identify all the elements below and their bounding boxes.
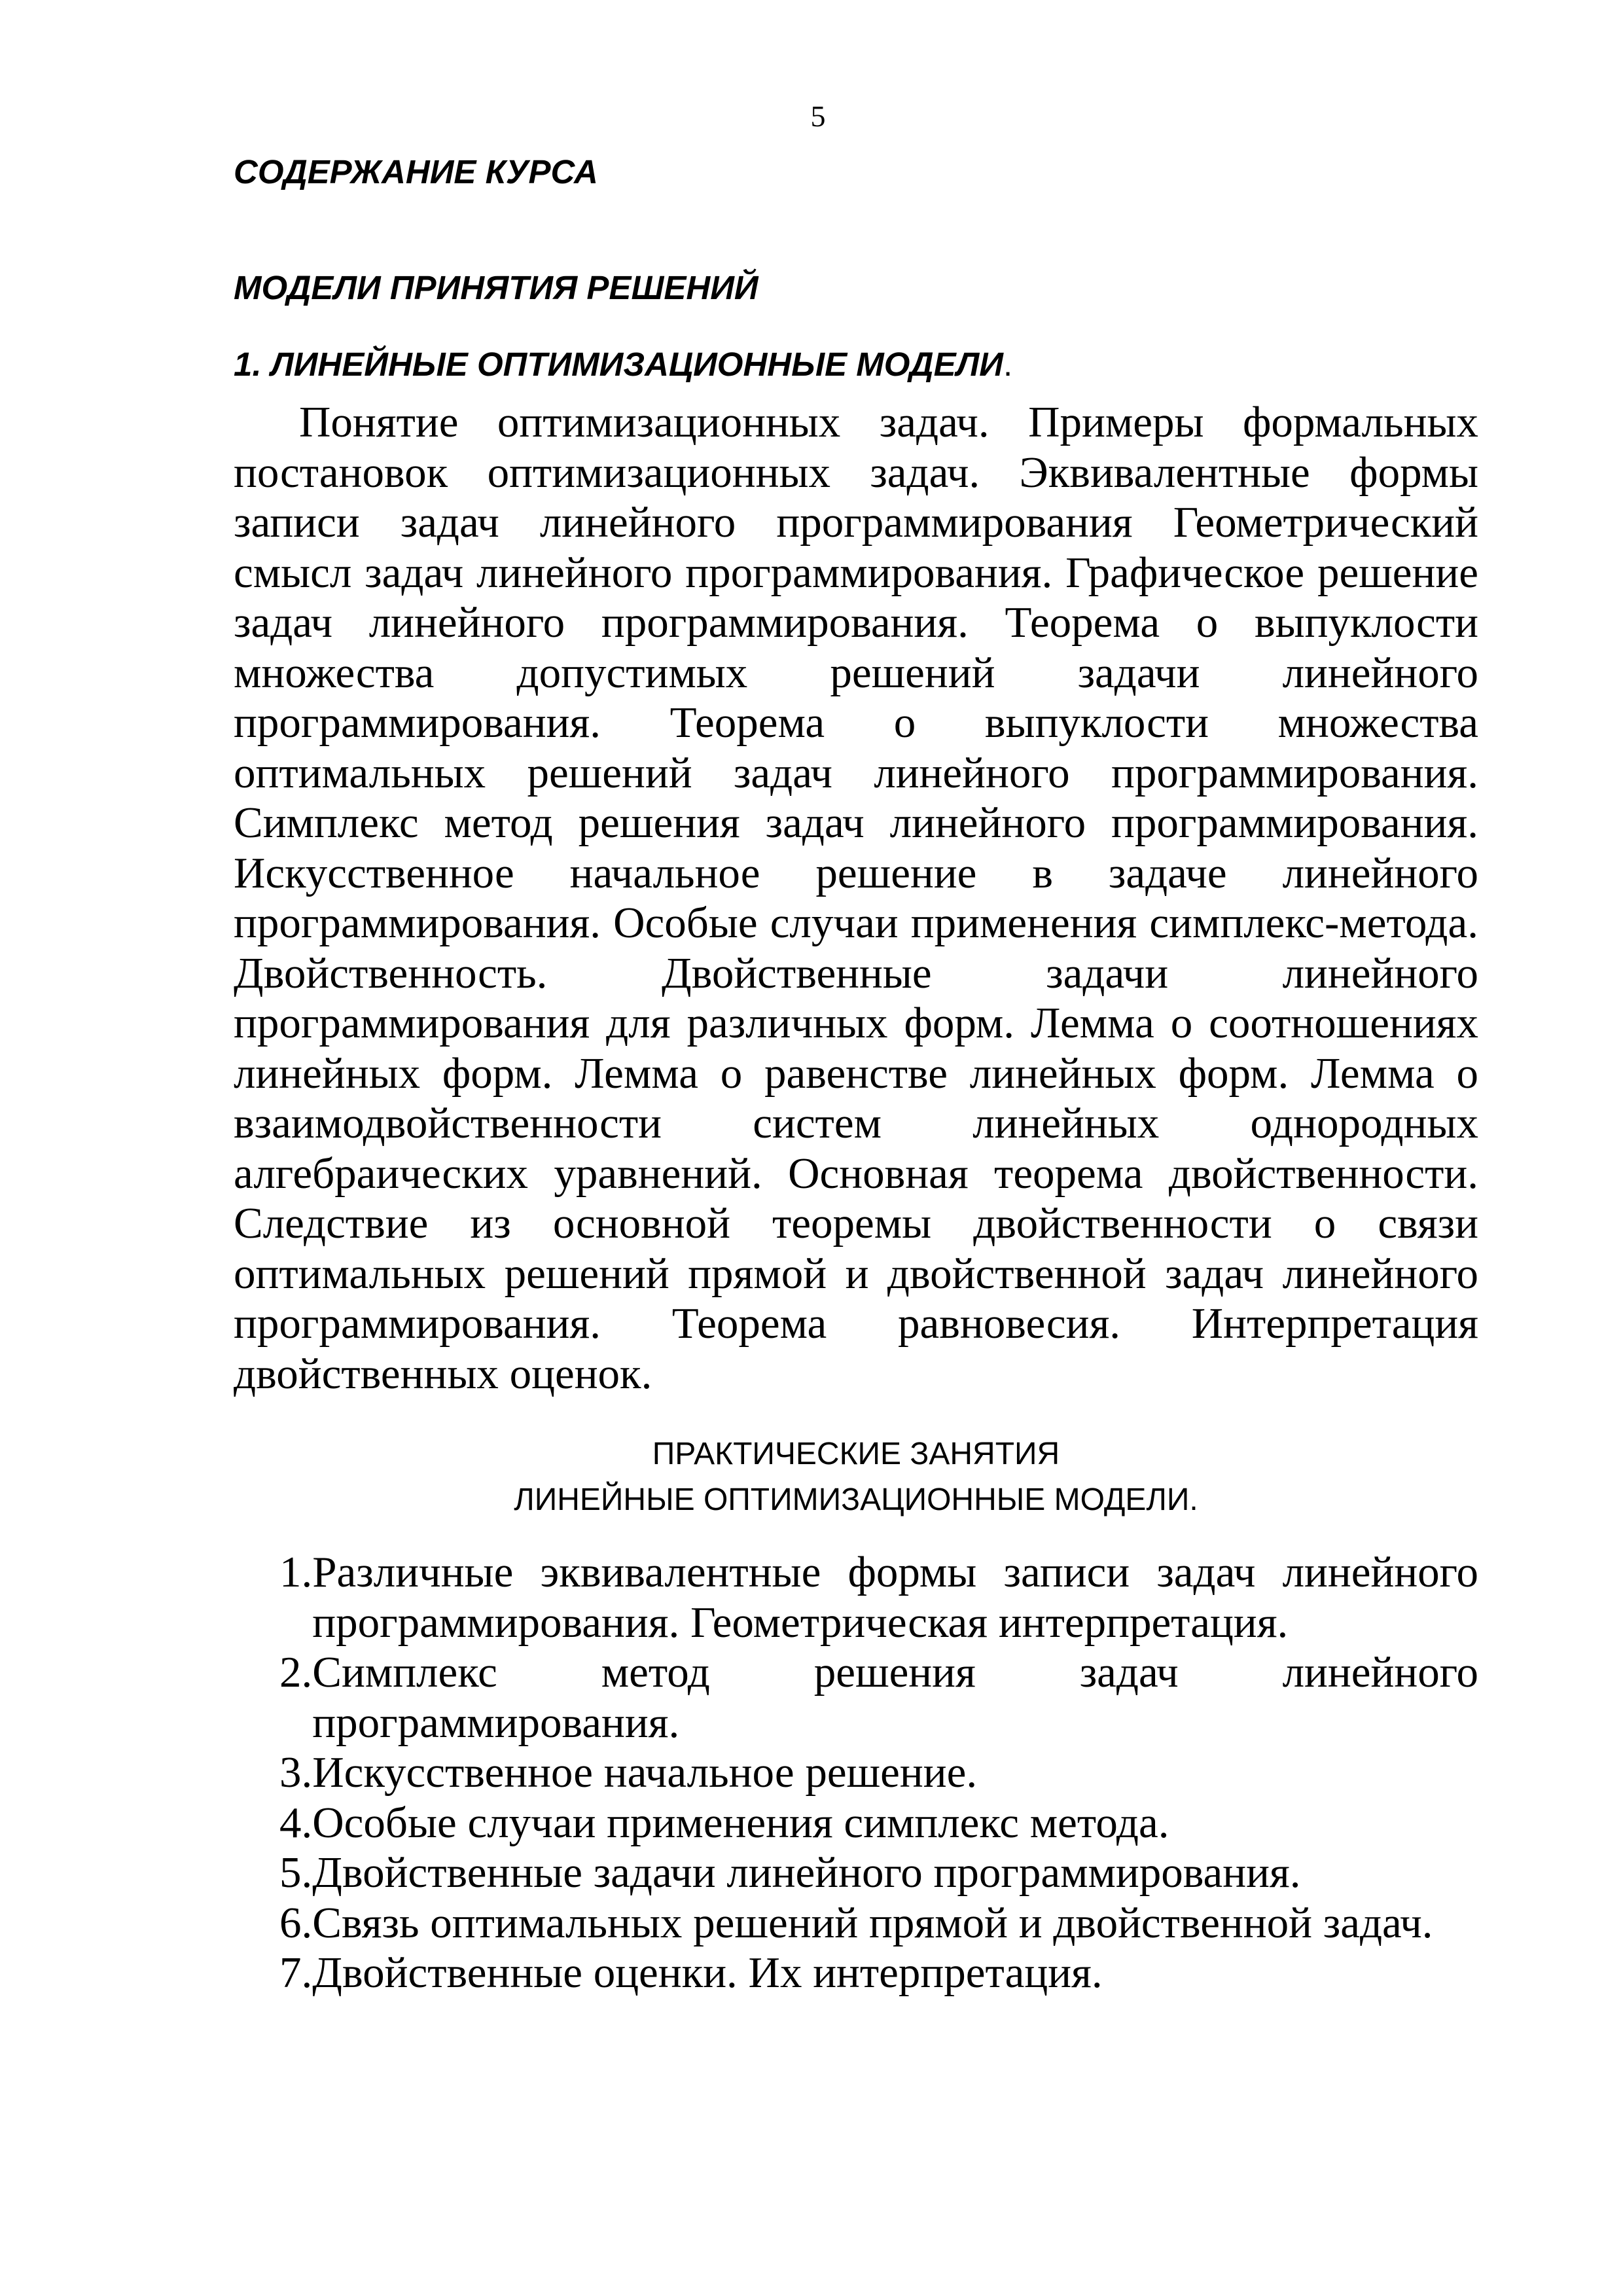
practice-list — [279, 1547, 1478, 1998]
topic-heading-period: . — [1003, 346, 1013, 383]
practice-item — [279, 1798, 1478, 1848]
practice-item-number: 5. — [279, 1848, 313, 1897]
practice-item-number: 7. — [279, 1948, 313, 1997]
topic-heading-text: 1. ЛИНЕЙНЫЕ ОПТИМИЗАЦИОННЫЕ МОДЕЛИ — [234, 346, 1003, 383]
practice-subtitle: ЛИНЕЙНЫЕ ОПТИМИЗАЦИОННЫЕ МОДЕЛИ. — [514, 1482, 1198, 1517]
page-number: 5 — [810, 99, 826, 133]
section-heading: МОДЕЛИ ПРИНЯТИЯ РЕШЕНИЙ — [234, 269, 758, 306]
practice-item-text: Особые случаи применения симплекс метода. — [312, 1798, 1169, 1847]
topic-heading — [234, 345, 1012, 384]
course-content-heading: СОДЕРЖАНИЕ КУРСА — [234, 153, 598, 190]
practice-item — [279, 1748, 1478, 1798]
practice-item-number: 6. — [279, 1898, 313, 1947]
practice-item-text: Различные эквивалентные формы записи задач линейного программирования. Геометрическая интерпретация. — [312, 1548, 1478, 1647]
practice-item-text: Искусственное начальное решение. — [312, 1748, 978, 1797]
practice-item — [279, 1848, 1478, 1898]
practice-item-number: 4. — [279, 1798, 313, 1847]
practice-item-number: 3. — [279, 1748, 313, 1797]
practice-item — [279, 1547, 1478, 1647]
practice-item — [279, 1948, 1478, 1998]
practice-item — [279, 1898, 1478, 1948]
topic-description-paragraph: Понятие оптимизационных задач. Примеры формальных постановок оптимизационных задач. Эквивалентные формы записи задач линейного программирования Геометрический смысл задач линейного программирования. Графическое решение задач линейного программирования. Теорема о выпуклости множества допустимых решений задачи линейного программирования. Теорема о выпуклости множества оптимальных решений задач линейного программирования. Симплекс метод решения задач линейного программирования. Искусственное начальное решение в задаче линейного программирования. Особые случаи применения симплекс-метода. Двойственность. Двойственные задачи линейного программирования для различных форм. Лемма о соотношениях линейных форм. Лемма о равенстве линейных форм. Лемма о взаимодвойственности систем линейных однородных алгебраических уравнений. Основная теорема двойственности. Следствие из основной теоремы двойственности о связи оптимальных решений прямой и двойственной задач линейного программирования. Теорема равновесия. Интерпретация двойственных оценок. — [234, 398, 1478, 1398]
practice-title: ПРАКТИЧЕСКИЕ ЗАНЯТИЯ — [652, 1437, 1060, 1471]
practice-item-text: Двойственные оценки. Их интерпретация. — [312, 1948, 1103, 1997]
practice-item-text: Симплекс метод решения задач линейного программирования. — [312, 1648, 1478, 1747]
practice-item-text: Двойственные задачи линейного программирования. — [312, 1848, 1301, 1897]
practice-item-number: 1. — [279, 1548, 313, 1596]
practice-item — [279, 1647, 1478, 1748]
practice-item-text: Связь оптимальных решений прямой и двойственной задач. — [312, 1898, 1433, 1947]
practice-item-number: 2. — [279, 1648, 313, 1696]
